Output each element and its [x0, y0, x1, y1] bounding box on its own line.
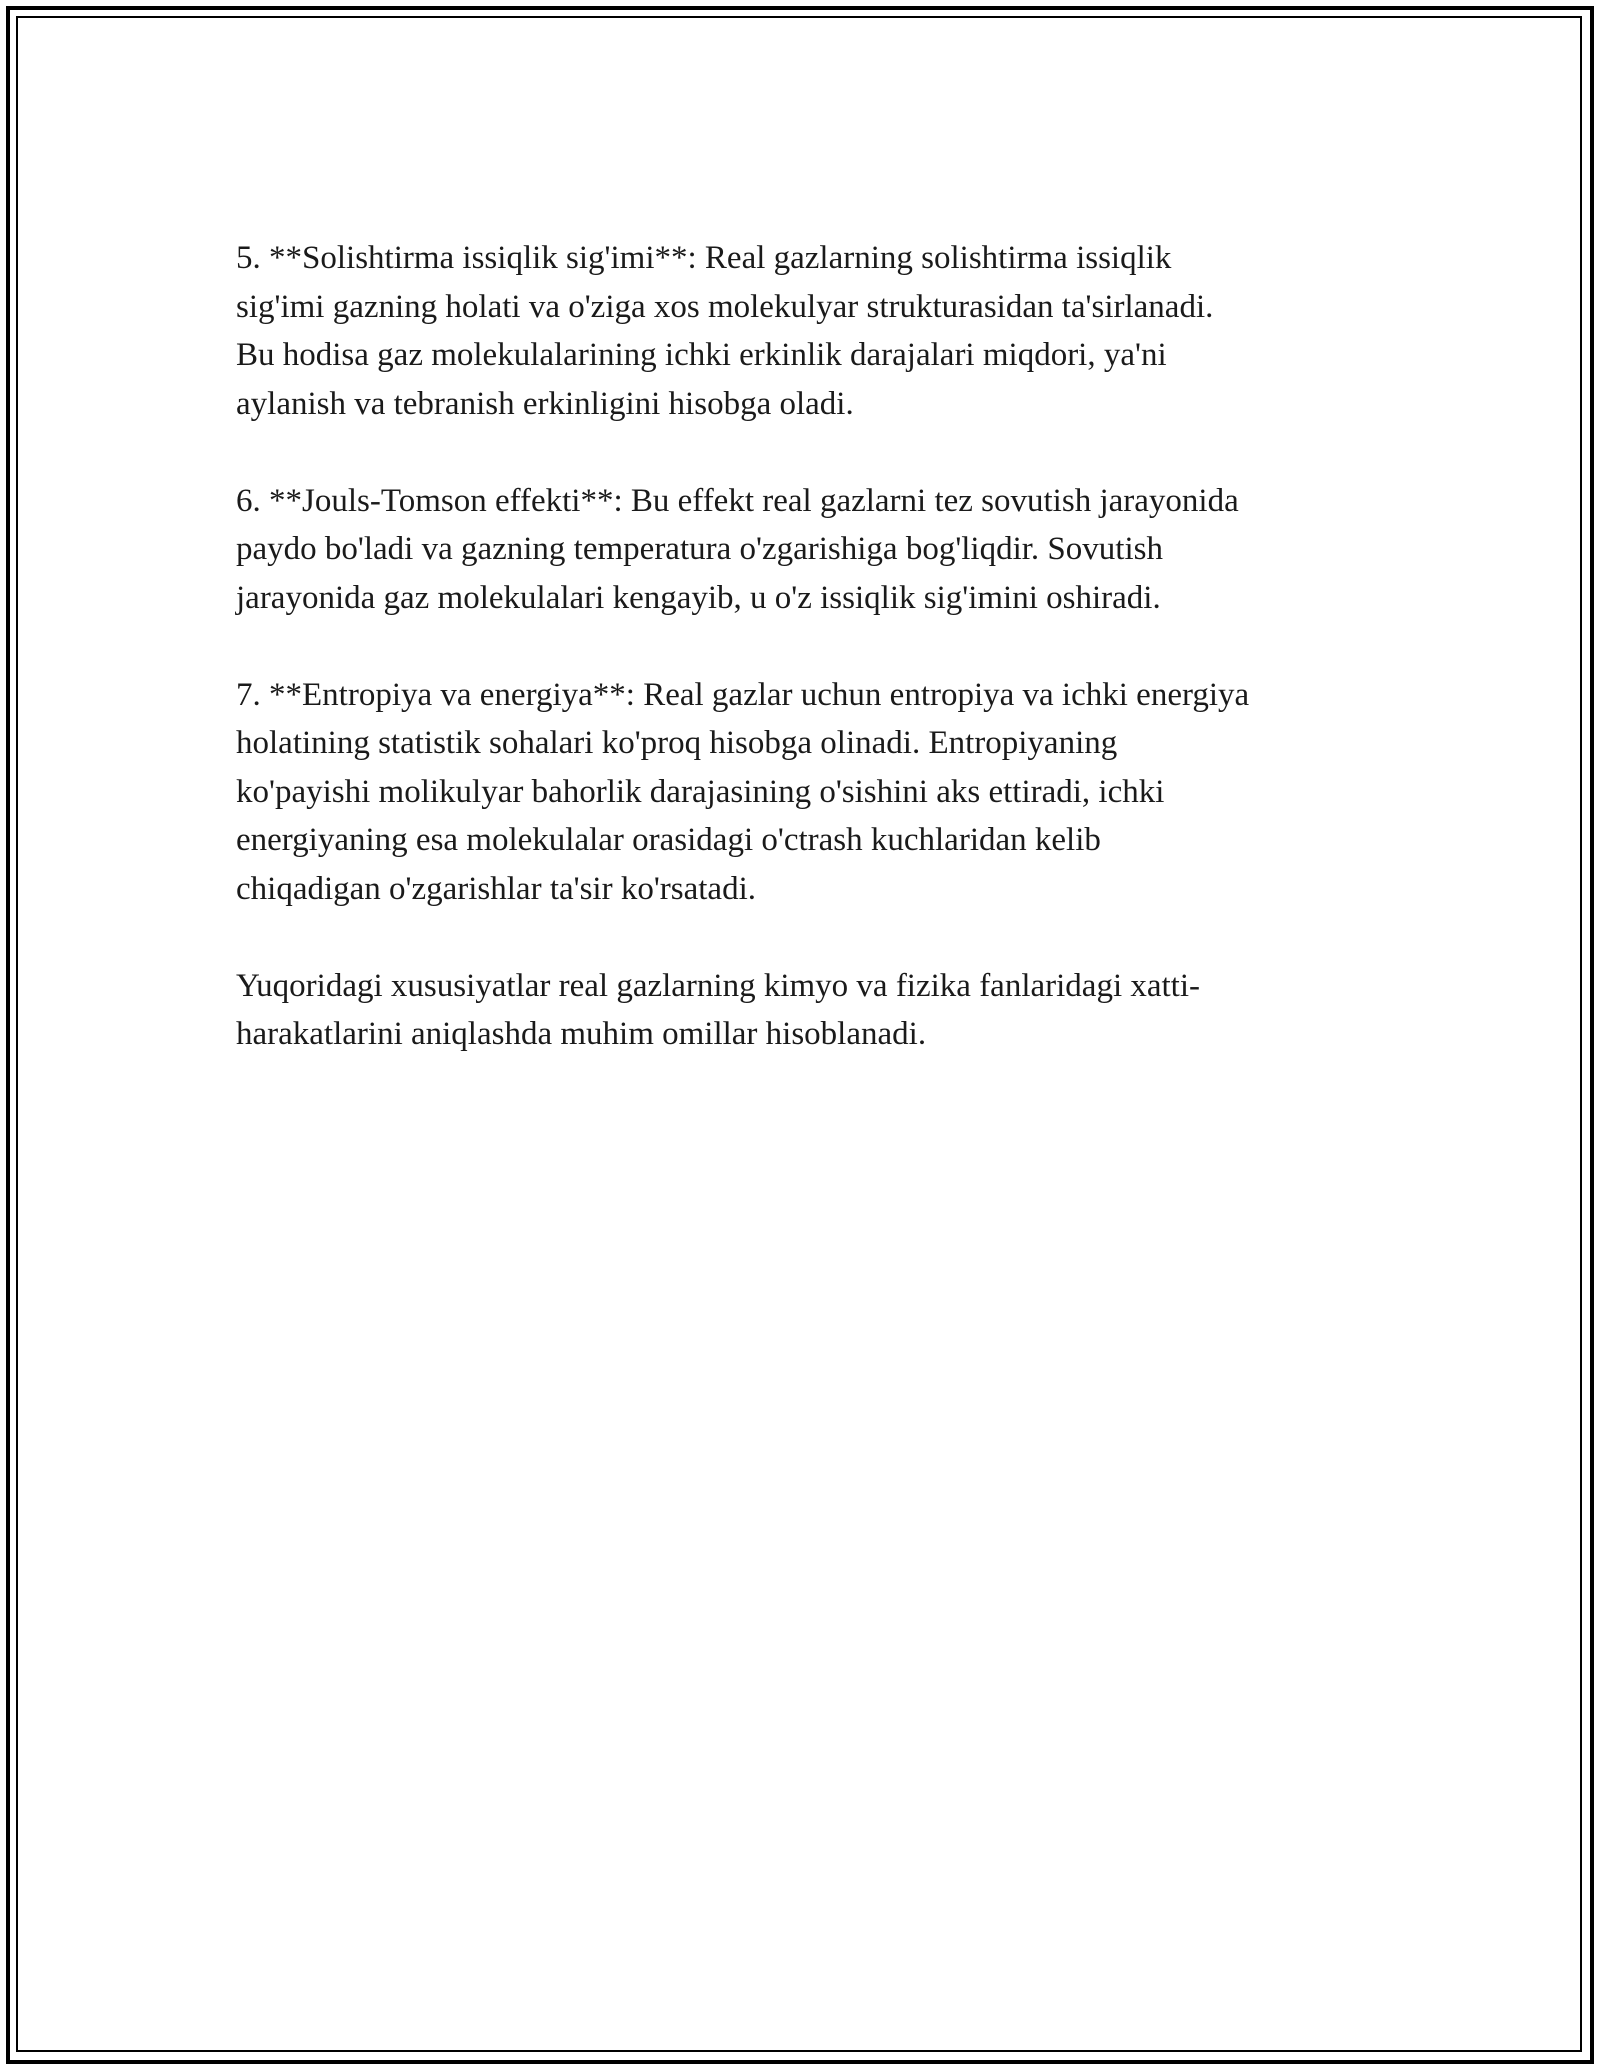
text-line: Bu hodisa gaz molekulalarining ichki erkinlik darajalari miqdori, ya'ni	[236, 337, 1167, 373]
paragraph-entropiya	[236, 671, 1386, 914]
text-line: Yuqoridagi xususiyatlar real gazlarning kimyo va fizika fanlaridagi xatti-	[236, 967, 1201, 1004]
text-line: ko'payishi molikulyar bahorlik darajasining o'sishini aks ettiradi, ichki	[236, 773, 1165, 810]
text-line: holatining statistik sohalari ko'proq hisobga olinadi. Entropiyaning	[236, 725, 1118, 761]
text-line: 7. **Entropiya va energiya**: Real gazlar uchun entropiya va ichki energiya	[236, 676, 1250, 713]
text-line: paydo bo'ladi va gazning temperatura o'zgarishiga bog'liqdir. Sovutish	[236, 531, 1163, 567]
document-body	[236, 234, 1386, 1107]
text-line: aylanish va tebranish erkinligini hisobga oladi.	[236, 385, 854, 422]
text-line: energiyaning esa molekulalar orasidagi o'ctrash kuchlaridan kelib	[236, 822, 1101, 858]
text-line: jarayonida gaz molekulalari kengayib, u o'z issiqlik sig'imini oshiradi.	[236, 579, 1161, 616]
text-line: 5. **Solishtirma issiqlik sig'imi**: Real gazlarning solishtirma issiqlik	[236, 240, 1172, 276]
paragraph-solishtirma-issiqlik	[236, 234, 1386, 428]
text-line: harakatlarini aniqlashda muhim omillar hisoblanadi.	[236, 1016, 927, 1052]
text-line: chiqadigan o'zgarishlar ta'sir ko'rsatadi.	[236, 870, 756, 907]
text-line: sig'imi gazning holati va o'ziga xos molekulyar strukturasidan ta'sirlanadi.	[236, 288, 1214, 325]
paragraph-jouls-tomson	[236, 477, 1386, 623]
paragraph-conclusion	[236, 962, 1386, 1059]
text-line: 6. **Jouls-Tomson effekti**: Bu effekt real gazlarni tez sovutish jarayonida	[236, 482, 1239, 519]
